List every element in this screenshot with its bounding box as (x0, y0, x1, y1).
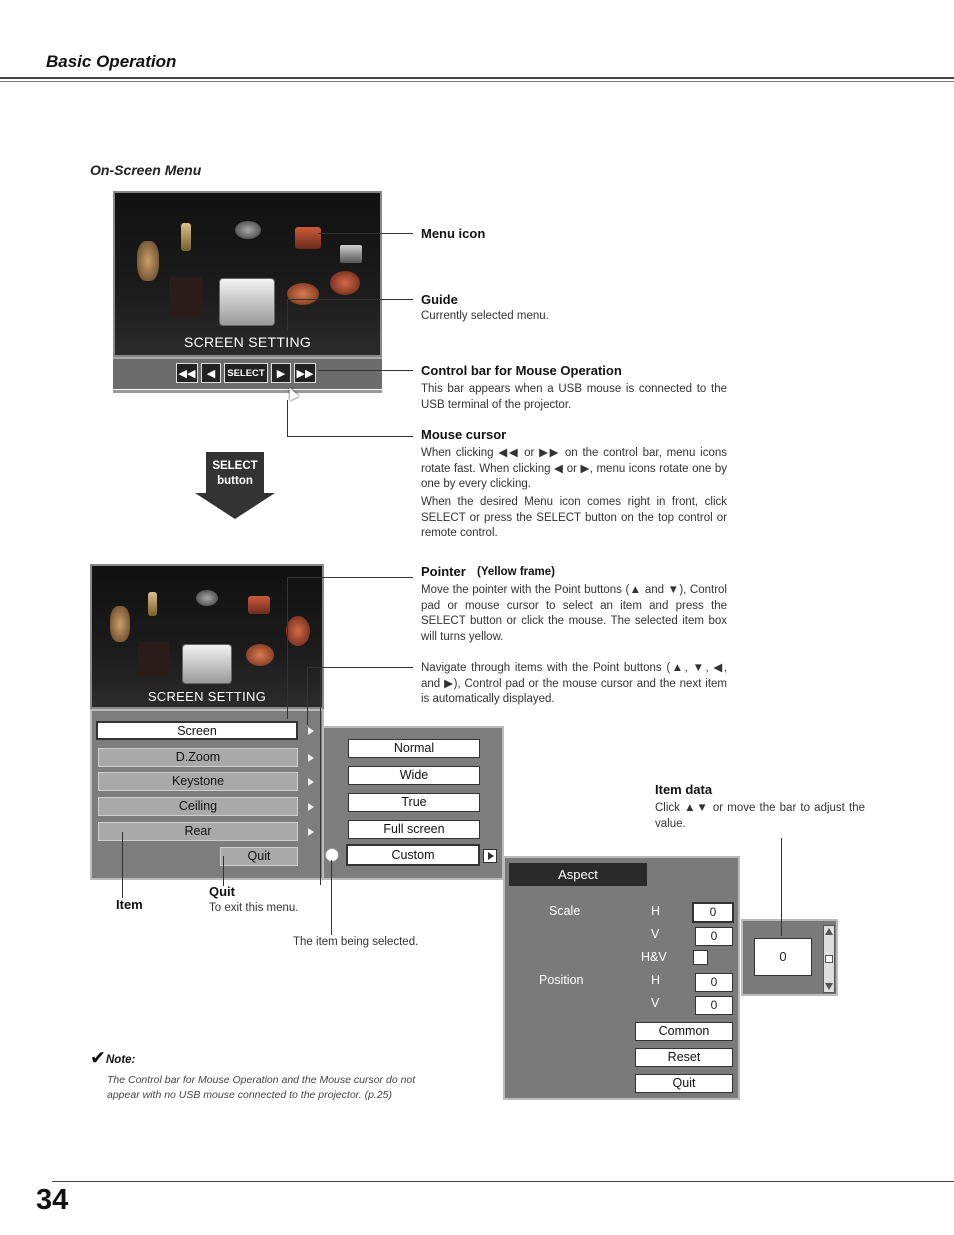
aspect-panel (503, 856, 740, 1100)
mouse-cursor-text-1: When clicking ◀◀ or ▶▶ on the control bar, menu icons rotate fast. When clicking ◀ or ▶, menu icons rotate one by one by every clicking. (421, 447, 727, 490)
leader-pointer-v (287, 577, 288, 719)
guide-text: Currently selected menu. (421, 310, 549, 322)
leader-quit (223, 856, 224, 886)
page-number: 34 (36, 1184, 69, 1216)
quit-text: To exit this menu. (209, 902, 299, 914)
submenu-arrow-button[interactable] (483, 849, 497, 863)
fast-rewind-button[interactable]: ◀◀ (176, 363, 198, 383)
leader-navigate-h (307, 667, 413, 668)
item-data-text: Click ▲▼ or move the bar to adjust the value. (655, 802, 865, 830)
top-menu-screen (113, 191, 382, 357)
mouse-control-bar (113, 357, 382, 389)
scale-hv-checkbox[interactable] (693, 950, 708, 965)
section-title: Basic Operation (46, 52, 177, 71)
menu-item-screen[interactable]: Screen (96, 721, 298, 740)
menu-arrow-icon (308, 778, 314, 786)
menu-arrow-icon (308, 727, 314, 735)
screen-title: SCREEN SETTING (183, 334, 312, 350)
item-data-label: Item data (655, 782, 713, 797)
mouse-cursor-text-2: When the desired Menu icon comes right in front, click SELECT or press the SELECT button on the top control or remote control. (421, 496, 727, 539)
pointer-label: Pointer (421, 564, 466, 579)
info-icon (181, 223, 191, 251)
info-icon (148, 592, 157, 616)
footer-rule (52, 1181, 954, 1182)
screen-setting-icon (182, 644, 232, 684)
scale-h-field[interactable]: 0 (692, 902, 734, 923)
note-check-icon: ✔ (90, 1048, 106, 1069)
quit-button[interactable]: Quit (635, 1074, 733, 1093)
leader-navigate-v (307, 667, 308, 725)
option-wide[interactable]: Wide (348, 766, 480, 785)
select-arrow-line2: button (217, 475, 253, 487)
select-arrow-body (206, 452, 264, 494)
pointer-text: Move the pointer with the Point buttons (▲ and ▼), Control pad or mouse cursor to select an item and press the SELECT button or click the mouse. The selected item box will turns yellow. (421, 584, 727, 643)
leader-control-bar (318, 370, 413, 371)
common-button[interactable]: Common (635, 1022, 733, 1041)
select-button[interactable]: SELECT (224, 363, 268, 383)
menu-arrow-icon (308, 803, 314, 811)
color-icon (330, 271, 360, 295)
color-icon (286, 616, 310, 646)
leader-navigate-v2 (320, 667, 321, 885)
menu-arrow-icon (308, 754, 314, 762)
submenu-arrow-icon (488, 852, 494, 860)
selected-item-marker (325, 848, 339, 862)
option-normal[interactable]: Normal (348, 739, 480, 758)
dark-square-icon (169, 277, 203, 317)
input-icon (196, 590, 218, 606)
pc-adjust-icon (287, 283, 319, 305)
menu-quit-button[interactable]: Quit (220, 847, 298, 866)
mouse-cursor-label: Mouse cursor (421, 427, 507, 442)
scale-v-field[interactable]: 0 (695, 927, 733, 946)
scale-label: Scale (549, 904, 581, 918)
screen-setting-icon (219, 278, 275, 326)
leader-item-data (781, 838, 782, 936)
scroll-thumb[interactable] (825, 955, 833, 963)
header-rule (0, 77, 954, 79)
selected-text: The item being selected. (293, 936, 419, 948)
screen-menu-panel (90, 709, 324, 880)
control-bar-label: Control bar for Mouse Operation (421, 363, 622, 378)
leader-guide-v (287, 299, 288, 330)
leader-menu-icon (318, 233, 413, 234)
scroll-down-icon[interactable] (825, 983, 833, 990)
image-adjust-icon (295, 227, 321, 249)
menu-arrow-icon (308, 828, 314, 836)
select-arrow-head (195, 493, 275, 519)
item-data-value: 0 (754, 938, 812, 976)
item-label: Item (116, 897, 143, 912)
quit-label: Quit (209, 884, 235, 899)
screen-title: SCREEN SETTING (147, 689, 267, 704)
option-true[interactable]: True (348, 793, 480, 812)
control-bar-text: This bar appears when a USB mouse is connected to the USB terminal of the projector. (421, 383, 727, 411)
control-bar-shadow (113, 390, 382, 393)
guide-label: Guide (421, 292, 458, 307)
select-arrow-line1: SELECT (212, 460, 258, 472)
pc-adjust-icon (246, 644, 274, 666)
scale-h-label: H (651, 904, 661, 918)
step-back-button[interactable]: ◀ (201, 363, 221, 383)
item-data-scrollbar[interactable] (823, 925, 835, 993)
position-label: Position (539, 973, 584, 987)
menu-icon-label: Menu icon (421, 226, 486, 241)
position-v-label: V (651, 996, 660, 1010)
position-h-field[interactable]: 0 (695, 973, 733, 992)
option-full-screen[interactable]: Full screen (348, 820, 480, 839)
scale-v-label: V (651, 927, 660, 941)
image-adjust-icon (248, 596, 270, 614)
option-custom[interactable]: Custom (346, 844, 480, 866)
leader-selected (331, 860, 332, 935)
note-text-2: appear with no USB mouse connected to the projector. (p.25) (107, 1089, 393, 1101)
note-label: Note: (106, 1054, 136, 1066)
leader-guide-h (287, 299, 413, 300)
fast-forward-button[interactable]: ▶▶ (294, 363, 316, 383)
dark-square-icon (138, 642, 170, 676)
reset-button[interactable]: Reset (635, 1048, 733, 1067)
menu-item-dzoom[interactable]: D.Zoom (98, 748, 298, 767)
position-h-label: H (651, 973, 661, 987)
item-data-panel (741, 919, 838, 996)
position-v-field[interactable]: 0 (695, 996, 733, 1015)
screen-submenu-panel (322, 726, 504, 880)
leader-cursor-v (287, 400, 288, 437)
menu-item-rear[interactable]: Rear (98, 822, 298, 841)
setting-icon (340, 245, 362, 263)
menu-item-ceiling[interactable]: Ceiling (98, 797, 298, 816)
leader-pointer-h (287, 577, 413, 578)
scroll-up-icon[interactable] (825, 928, 833, 935)
menu-item-keystone[interactable]: Keystone (98, 772, 298, 791)
navigate-text: Navigate through items with the Point buttons (▲, ▼, ◀, and ▶), Control pad or the mouse cursor and the next item is automatically displayed. (421, 662, 727, 705)
note-text-1: The Control bar for Mouse Operation and the Mouse cursor do not (107, 1074, 416, 1086)
scale-hv-label: H&V (641, 950, 667, 964)
install-icon (110, 606, 130, 642)
input-icon (235, 221, 261, 239)
step-forward-button[interactable]: ▶ (271, 363, 291, 383)
aspect-title-bar: Aspect (509, 863, 647, 886)
leader-cursor-h (287, 436, 413, 437)
pointer-sublabel: (Yellow frame) (477, 566, 555, 578)
subsection-title: On-Screen Menu (90, 162, 202, 178)
header-rule-thin (0, 81, 954, 82)
leader-item (122, 832, 123, 898)
install-icon (137, 241, 159, 281)
bottom-menu-screen (90, 564, 324, 709)
